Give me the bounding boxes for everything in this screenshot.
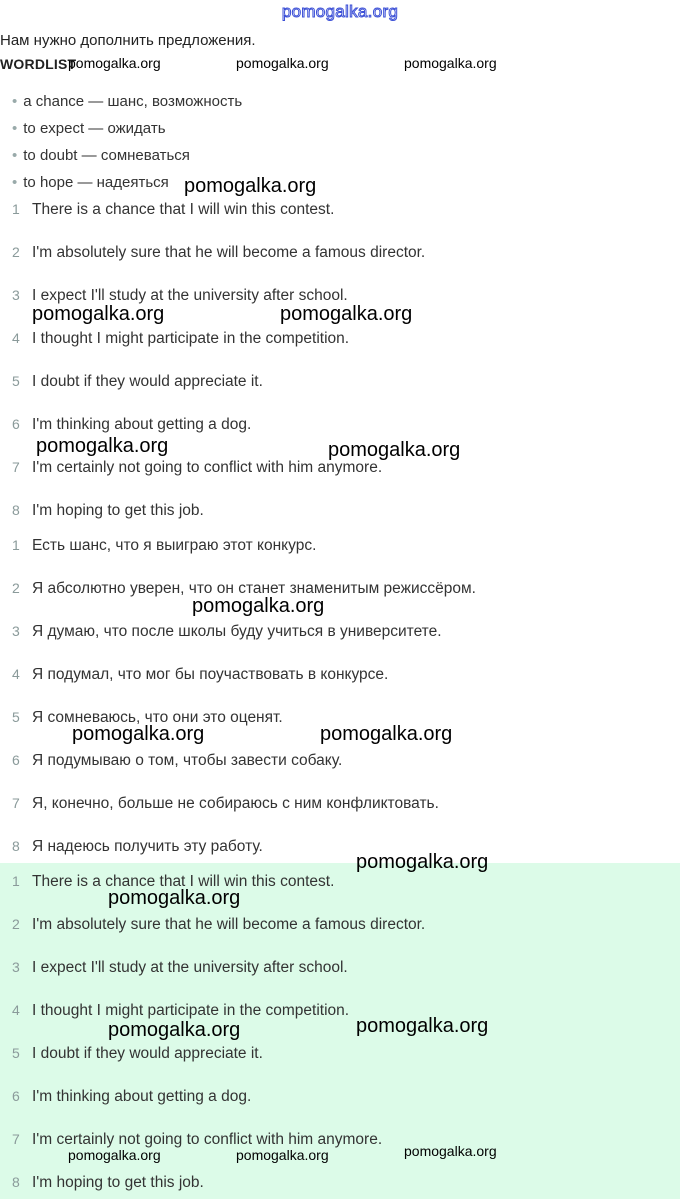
- watermark: pomogalka.org: [68, 1147, 161, 1163]
- answer-sentence: 4 I thought I might participate in the competition.: [12, 1002, 350, 1019]
- watermark: pomogalka.org: [68, 55, 161, 71]
- watermark: pomogalka.org: [236, 55, 329, 71]
- watermark: pomogalka.org: [184, 175, 317, 197]
- wordlist-item: • to hope — надеяться: [12, 174, 169, 191]
- watermark: pomogalka.org: [32, 303, 165, 325]
- watermark: pomogalka.org: [404, 55, 497, 71]
- sentence-ru: 2 Я абсолютно уверен, что он станет знаменитым режиссёром.: [12, 580, 476, 597]
- wordlist-item: • a chance — шанс, возможность: [12, 93, 243, 110]
- answer-sentence: 7 I'm certainly not going to conflict with him anymore.: [12, 1131, 383, 1148]
- watermark: pomogalka.org: [356, 1015, 489, 1037]
- sentence-ru: 5 Я сомневаюсь, что они это оценят.: [12, 709, 283, 726]
- site-title: pomogalka.org: [281, 2, 399, 21]
- watermark: pomogalka.org: [280, 303, 413, 325]
- sentence-ru: 7 Я, конечно, больше не собираюсь с ним конфликтовать.: [12, 795, 439, 812]
- watermark: pomogalka.org: [236, 1147, 329, 1163]
- wordlist-item: • to expect — ожидать: [12, 120, 166, 137]
- watermark: pomogalka.org: [320, 723, 453, 745]
- sentence-en: 8 I'm hoping to get this job.: [12, 502, 204, 519]
- watermark: pomogalka.org: [404, 1143, 497, 1159]
- sentence-ru: 3 Я думаю, что после школы буду учиться в университете.: [12, 623, 442, 640]
- answer-sentence: 6 I'm thinking about getting a dog.: [12, 1088, 252, 1105]
- watermark: pomogalka.org: [108, 887, 241, 909]
- sentence-en: 2 I'm absolutely sure that he will become a famous director.: [12, 244, 426, 261]
- sentence-en: 4 I thought I might participate in the competition.: [12, 330, 350, 347]
- answer-sentence: 5 I doubt if they would appreciate it.: [12, 1045, 263, 1062]
- sentence-en: 7 I'm certainly not going to conflict with him anymore.: [12, 459, 383, 476]
- sentence-en: 5 I doubt if they would appreciate it.: [12, 373, 263, 390]
- sentence-ru: 4 Я подумал, что мог бы поучаствовать в конкурсе.: [12, 666, 389, 683]
- sentence-en: 6 I'm thinking about getting a dog.: [12, 416, 252, 433]
- wordlist-label: WORDLIST: [0, 56, 77, 72]
- sentence-en: 3 I expect I'll study at the university after school.: [12, 287, 348, 304]
- wordlist-item: • to doubt — сомневаться: [12, 147, 190, 164]
- answer-sentence: 2 I'm absolutely sure that he will become a famous director.: [12, 916, 426, 933]
- sentence-ru: 8 Я надеюсь получить эту работу.: [12, 838, 263, 855]
- watermark: pomogalka.org: [72, 723, 205, 745]
- watermark: pomogalka.org: [36, 435, 169, 457]
- sentence-en: 1 There is a chance that I will win this contest.: [12, 201, 335, 218]
- sentence-ru: 1 Есть шанс, что я выиграю этот конкурс.: [12, 537, 317, 554]
- answer-sentence: 1 There is a chance that I will win this contest.: [12, 873, 335, 890]
- watermark: pomogalka.org: [192, 595, 325, 617]
- watermark: pomogalka.org: [108, 1019, 241, 1041]
- intro-text: Нам нужно дополнить предложения.: [0, 32, 256, 49]
- answer-sentence: 3 I expect I'll study at the university after school.: [12, 959, 348, 976]
- answer-sentence: 8 I'm hoping to get this job.: [12, 1174, 204, 1191]
- watermark: pomogalka.org: [328, 439, 461, 461]
- watermark: pomogalka.org: [356, 851, 489, 873]
- sentence-ru: 6 Я подумываю о том, чтобы завести собаку.: [12, 752, 343, 769]
